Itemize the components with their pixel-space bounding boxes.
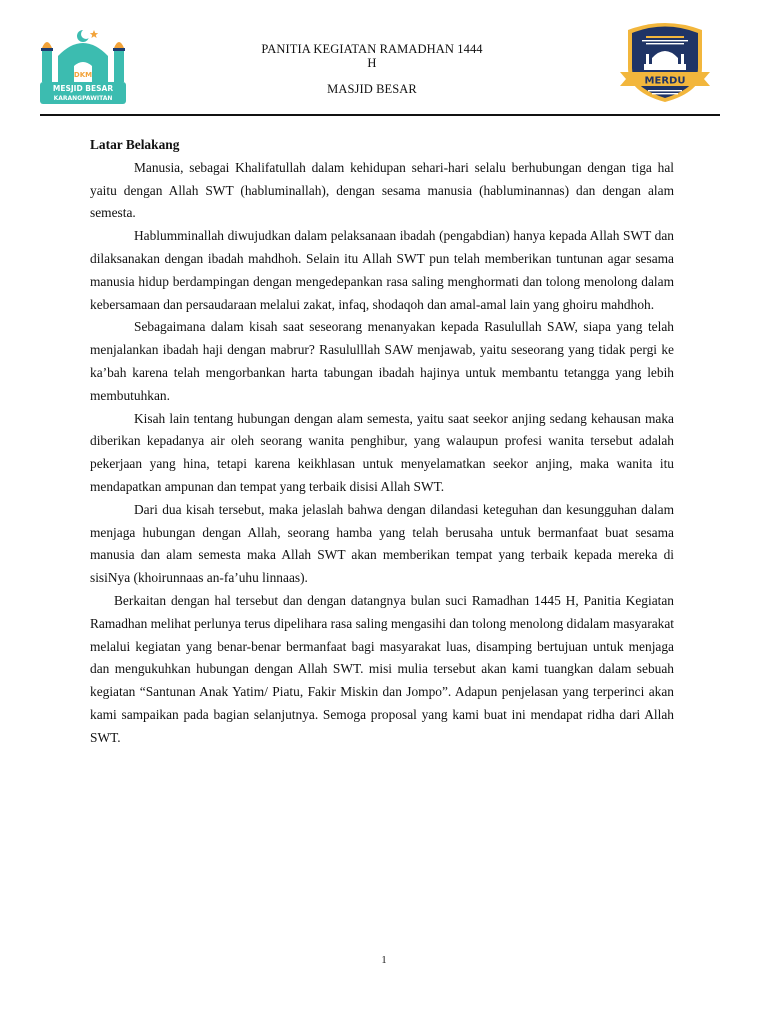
svg-text:MERDU: MERDU: [644, 75, 686, 87]
header-divider: [40, 114, 720, 116]
paragraph: Sebagaimana dalam kisah saat seseorang menanyakan kepada Rasulullah SAW, siapa yang telah menjalankan ibadah haji dengan mabrur? Rasululllah SAW menjawab, yaitu seseorang yang tidak pergi ke ka’bah karena telah mengorbankan harta tabungan ibadah hajinya untuk membantu tetangga yang lebih membutuhkan.: [90, 319, 674, 403]
svg-text:DKM: DKM: [73, 71, 93, 79]
letterhead-title-line1: PANITIA KEGIATAN RAMADHAN 1444: [261, 42, 483, 56]
section-heading: Latar Belakang: [90, 137, 180, 152]
svg-text:MESJID BESAR: MESJID BESAR: [52, 84, 114, 93]
paragraph: Manusia, sebagai Khalifatullah dalam kehidupan sehari-hari selalu berhubungan dengan tiga hal yaitu dengan Allah SWT (habluminallah), dengan sesama manusia (habluminannas) dan dengan alam semesta.: [90, 159, 674, 221]
merdu-badge-icon: [616, 20, 714, 104]
paragraph: Dari dua kisah tersebut, maka jelaslah bahwa dengan dilandasi keteguhan dan kesungguhan dalam menjaga hubungan dengan Allah, seorang hamba yang telah berusaha untuk bermanfaat buat sesama manusia dan alam semesta maka Allah SWT akan memberikan tempat yang terbaik kepada mereka di sisiNya (khoirunnaas an-fa’uhu linnaas).: [90, 501, 674, 586]
paragraph: Hablumminallah diwujudkan dalam pelaksanaan ibadah (pengabdian) hanya kepada Allah SWT dan dilaksanakan dengan ibadah mahdhoh. Selain itu Allah SWT pun telah memberikan tuntunan agar sesama manusia hidup berdampingan dengan mengedepankan rasa saling menghormati dan tolong menolong dalam kebersamaan dan persaudaraan melalui zakat, infaq, shodaqoh dan amal-amal lain yang ghoiru mahdhoh.: [90, 228, 674, 312]
paragraph: Berkaitan dengan hal tersebut dan dengan datangnya bulan suci Ramadhan 1445 H, Panitia Kegiatan Ramadhan melihat perlunya terus dipelihara rasa saling mengasihi dan tolong menolong didalam masyarakat melalui kegiatan yang benar-benar bermanfaat bagi masyarakat luas, disamping bertujuan untuk menjaga dan mengukuhkan hubungan dengan Allah SWT. misi mulia tersebut akan kami tuangkan dalam sebuah kegiatan “Santunan Anak Yatim/ Piatu, Fakir Miskin dan Jompo”. Adapun penjelasan yang terperinci akan kami sampaikan pada bagian selanjutnya. Semoga proposal yang kami buat ini mendapat ridha dari Allah SWT.: [90, 592, 674, 745]
svg-text:KARANGPAWITAN: KARANGPAWITAN: [53, 95, 113, 102]
dkm-mosque-logo: [36, 26, 130, 108]
mosque-dome-icon: [36, 26, 130, 108]
merdu-logo: [616, 20, 714, 104]
letterhead-title-line2: H: [367, 56, 377, 70]
page-number: 1: [381, 955, 387, 966]
letterhead-title: [200, 42, 544, 96]
document-body: [90, 134, 674, 750]
paragraph: Kisah lain tentang hubungan dengan alam semesta, yaitu saat seekor anjing sedang kehausan maka diberikan kepadanya air oleh seorang wanita penghibur, yang walaupun profesi wanita tersebut adalah pekerjaan yang hina, tetapi karena keikhlasan untuk menyelamatkan seekor anjing, maka wanita itu mendapatkan ampunan dan tempat yang terbaik disisi Allah SWT.: [90, 410, 674, 494]
letterhead-title-line3: MASJID BESAR: [327, 82, 417, 96]
